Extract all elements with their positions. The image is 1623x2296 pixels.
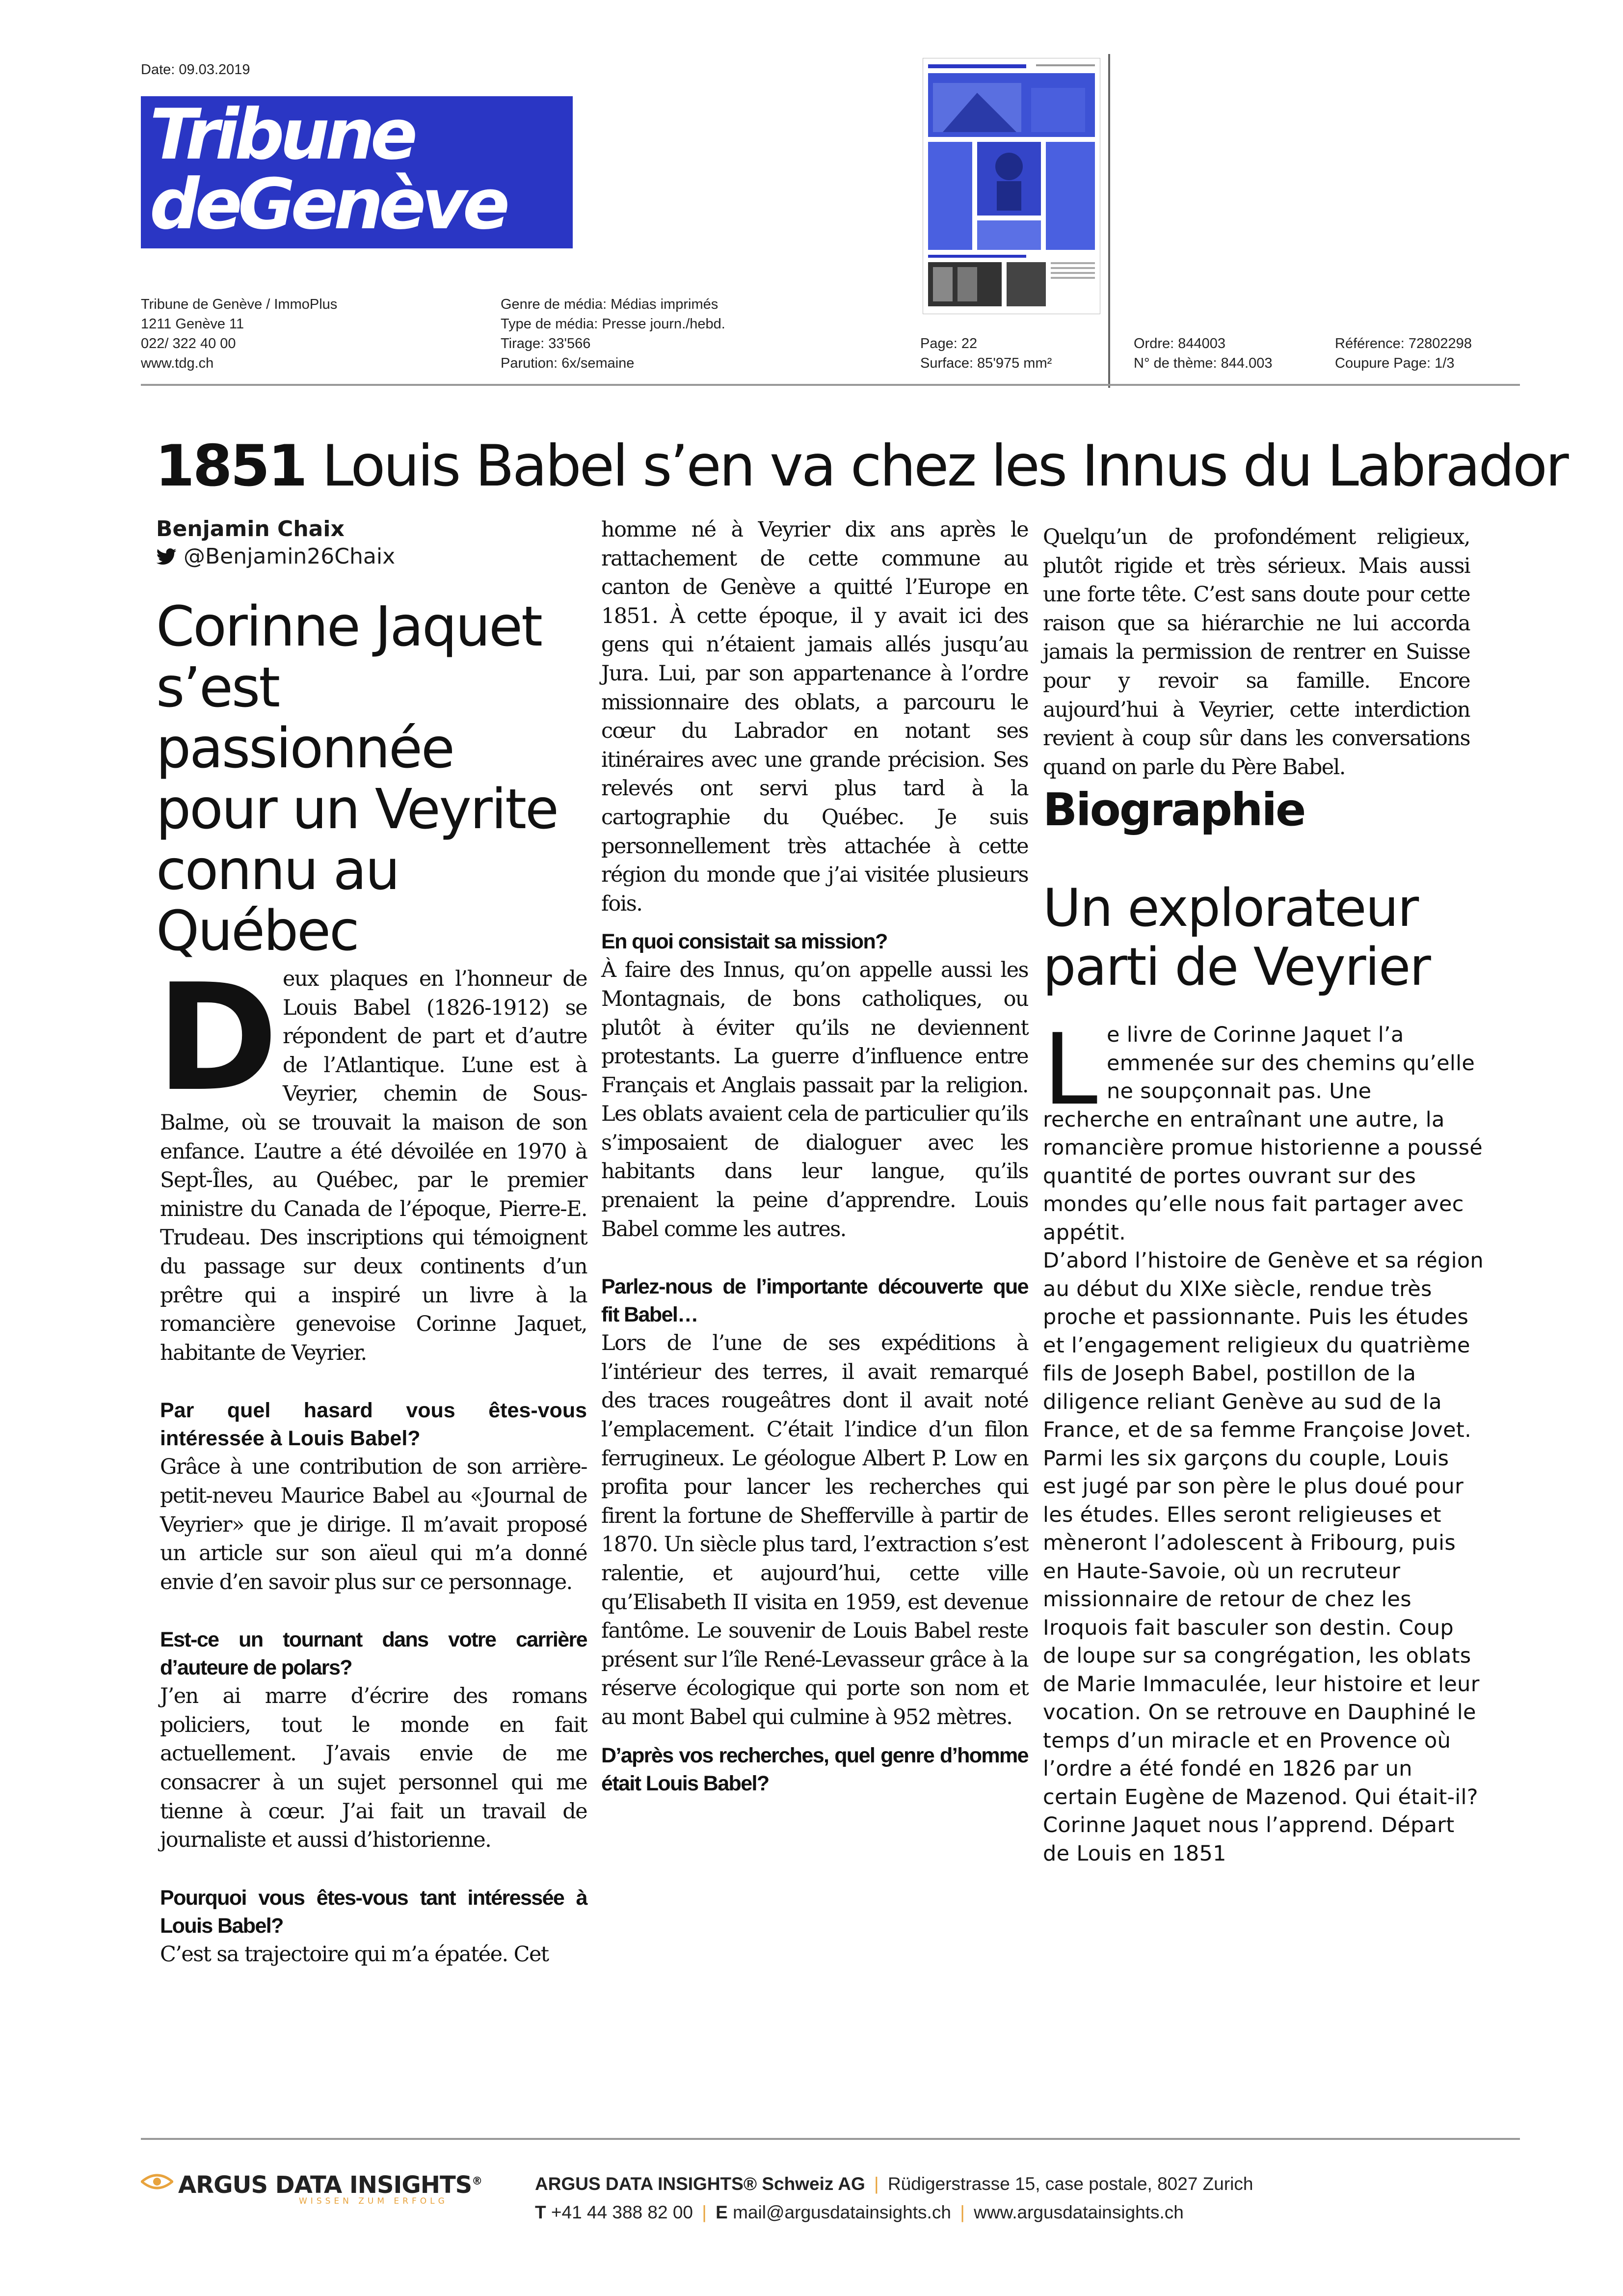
page-thumbnail-image: [923, 58, 1100, 314]
sidebar-paragraph-3: Parmi les six garçons du couple, Louis est jugé par son père le plus doué pour les études. Elles seront religieuses et mèneront l’adolescent à Fribourg, puis en Haute-Savoie, où un recruteur missionnaire de retour de chez les Iroquois fait basculer son destin. Coup de loupe sur sa congrégation, les oblats de Marie Immaculée, leur histoire et leur vocation. On se retrouve en Dauphiné le temps d’un miracle et en Provence où l’ordre a été fondé en 1826 par un certain Eugène de Mazenod. Qui était-il? Corinne Jaquet nous l’apprend. Départ de Louis en 1851: [1043, 1446, 1480, 1866]
article-column-2: [601, 515, 1028, 1798]
drop-cap-spacer: [160, 965, 283, 1107]
clip-date: Date: 09.03.2019: [141, 62, 250, 78]
footer-website[interactable]: www.argusdatainsights.ch: [974, 2202, 1184, 2222]
footer-line-2: [535, 2198, 1253, 2227]
twitter-handle: @Benjamin26Chaix: [184, 544, 396, 569]
footer-sep-3: |: [960, 2202, 965, 2222]
argus-brand-sup: ®: [472, 2175, 482, 2188]
twitter-bird-icon: [156, 548, 177, 565]
logo-line-2: deGenève: [150, 164, 506, 245]
question-5: Parlez-nous de l’importante découverte que fit Babel…: [601, 1275, 1028, 1327]
drop-cap-l: L: [1043, 1013, 1098, 1127]
logo-line-1: Tribune: [150, 94, 414, 175]
phone-label: T: [535, 2202, 546, 2222]
argus-brand: ARGUS DATA INSIGHTS: [178, 2171, 472, 2199]
page-surface: Surface: 85'975 mm²: [920, 355, 1052, 371]
drop-cap-d: D: [156, 952, 279, 1124]
answer-3-continued: homme né à Veyrier dix ans après le rattachement de cette commune au canton de Genève a quitté l’Europe en 1851. À cette époque, il y avait ici des gens qui n’étaient jamais allés jusqu’au Jura. Lui, par son appartenance à l’ordre missionnaire des oblats, a parcouru le cœur du Labrador en notant ses itinéraires avec une grande précision. Ses relevés ont servi plus tard à la cartographie du Québec. Je suis personnellement très attachée à cette région du monde que j’ai visitée plusieurs fois.: [601, 517, 1028, 916]
order-info: [1134, 334, 1272, 373]
page-info: [920, 334, 1052, 373]
headline-title: Louis Babel s’en va chez les Innus du Labrador: [321, 433, 1567, 499]
question-3: Pourquoi vous êtes-vous tant intéressée à Louis Babel?: [160, 1886, 587, 1938]
sidebar-kicker: Biographie: [1043, 783, 1305, 836]
author-name: Benjamin Chaix: [156, 516, 345, 541]
sidebar-body: [1043, 1013, 1485, 1868]
question-6: D’après vos recherches, quel genre d’homme était Louis Babel?: [601, 1743, 1028, 1795]
byline: [156, 515, 395, 570]
question-2: Est-ce un tournant dans votre carrière d’auteure de polars?: [160, 1628, 587, 1680]
argus-logo: [141, 2169, 484, 2218]
answer-1: Grâce à une contribution de son arrière-petit-neveu Maurice Babel au «Journal de Veyrier» que je dirige. Il m’avait proposé un article sur son aïeul qui m’a donné envie d’en savoir plus sur ce personnage.: [160, 1455, 587, 1594]
media-info: [501, 295, 725, 373]
twitter-handle-row: [156, 543, 395, 570]
footer-company: ARGUS DATA INSIGHTS® Schweiz AG: [535, 2174, 865, 2194]
article-column-1: [160, 965, 587, 1969]
sidebar-paragraph-2: D’abord l’histoire de Genève et sa région au début du XIXe siècle, rendue très proche et passionnante. Puis les études et l’engagement religieux du quatrième fils de Joseph Babel, postillon de la diligence reliant Genève au sud de la France, et de sa femme Françoise Jovet.: [1043, 1248, 1484, 1442]
header-vertical-divider: [1108, 54, 1110, 388]
media-type: Type de média: Presse journ./hebd.: [501, 316, 725, 332]
drop-cap-spacer-2: [1043, 1021, 1107, 1105]
answer-5: Lors de l’une de ses expéditions à l’intérieur des terres, il avait remarqué des traces rougeâtres dont il avait noté l’emplacement. C’était l’indice d’un filon ferrugineux. Le géologue Albert P. Low en profita pour lancer les recherches qui firent la fortune de Shefferville à partir de 1870. Un siècle plus tard, l’extraction s’est ralentie, et aujourd’hui, cette ville qu’Elisabeth II visita en 1959, est devenue fantôme. Le souvenir de Louis Babel reste présent sur l’île René-Levasseur grâce à la réserve écologique qui porte son nom et au mont Babel qui culmine à 952 mètres.: [601, 1331, 1028, 1729]
clipping-page: Coupure Page: 1/3: [1335, 355, 1455, 371]
answer-2: J’en ai marre d’écrire des romans policiers, tout le monde en fait actuellement. J’avais envie de me consacrer à un sujet personnel qui me tienne à cœur. J’ai fait un travail de journaliste et aussi d’historienne.: [160, 1684, 587, 1853]
publisher-city: 1211 Genève 11: [141, 316, 244, 332]
argus-eye-icon: [141, 2172, 173, 2191]
reference-number: Référence: 72802298: [1335, 336, 1472, 351]
publisher-info: [141, 295, 337, 373]
headline-year: 1851: [155, 433, 306, 499]
article-column-3: [1043, 523, 1470, 782]
footer-phone: +41 44 388 82 00: [551, 2202, 693, 2222]
footer-sep-1: |: [874, 2174, 879, 2194]
order-number: Ordre: 844003: [1134, 336, 1226, 351]
media-frequency: Parution: 6x/semaine: [501, 355, 635, 371]
question-4: En quoi consistait sa mission?: [601, 930, 887, 954]
sidebar-title: Un explorateur parti de Veyrier: [1043, 878, 1430, 997]
publisher-phone: 022/ 322 40 00: [141, 336, 236, 351]
reference-info: [1335, 334, 1472, 373]
answer-3-start: C’est sa trajectoire qui m’a épatée. Cet: [160, 1942, 549, 1967]
sidebar-paragraph-1: e livre de Corinne Jaquet l’a emmenée sur des chemins qu’elle ne soupçonnait pas. Une recherche en entraînant une autre, la romancière promue historienne a poussé quantité de portes ouvrant sur des mondes qu’elle nous fait partager avec appétit.: [1043, 1023, 1483, 1245]
footer-divider: [141, 2138, 1520, 2140]
answer-4: À faire des Innus, qu’on appelle aussi les Montagnais, de bons catholiques, ou plutôt à éviter qu’ils ne deviennent protestants. La guerre d’influence entre Français et Anglais passait par la religion. Les oblats avaient cela de particulier qu’ils s’imposaient de dialoguer avec les habitants dans leur langue, qu’ils prenaient la peine d’apprendre. Louis Babel comme les autres.: [601, 958, 1028, 1242]
newspaper-logo: [141, 96, 573, 248]
theme-number: N° de thème: 844.003: [1134, 355, 1273, 371]
email-label: E: [716, 2202, 728, 2222]
page-thumbnail: [923, 58, 1100, 314]
footer-line-1: [535, 2170, 1253, 2198]
header-divider: [141, 384, 1520, 386]
footer-sep-2: |: [702, 2202, 707, 2222]
article-lead: Corinne Jaquet s’est passionnée pour un Veyrite connu au Québec: [156, 595, 558, 963]
article-intro: eux plaques en l’honneur de Louis Babel (1826-1912) se répondent de part et d’autre de l’Atlantique. L’une est à Veyrier, chemin de Sous-Balme, où se trouvait la maison de son enfance. L’autre a été dévoilée en 1970 à Sept-Îles, au Québec, par le premier ministre du Canada de l’époque, Pierre-E. Trudeau. Des inscriptions qui témoignent du passage sur deux continents d’un prêtre qui a inspiré un livre à la romancière genevoise Corinne Jaquet, habitante de Veyrier.: [160, 967, 587, 1365]
footer-contact: [535, 2170, 1253, 2227]
article-headline: [155, 432, 1567, 501]
footer-email[interactable]: mail@argusdatainsights.ch: [733, 2202, 951, 2222]
publisher-name: Tribune de Genève / ImmoPlus: [141, 297, 338, 312]
argus-tagline: WISSEN ZUM ERFOLG: [299, 2196, 448, 2206]
answer-6: Quelqu’un de profondément religieux, plutôt rigide et très sérieux. Mais aussi une forte tête. C’est sans doute pour cette raison que sa hiérarchie ne lui accorda jamais la permission de rentrer en Suisse pour y revoir sa famille. Encore aujourd’hui à Veyrier, cette interdiction revient à coup sûr dans les conversations quand on parle du Père Babel.: [1043, 525, 1470, 780]
publisher-web: www.tdg.ch: [141, 355, 214, 371]
question-1: Par quel hasard vous êtes-vous intéressée à Louis Babel?: [160, 1399, 587, 1451]
page-number: Page: 22: [920, 336, 978, 351]
media-circulation: Tirage: 33'566: [501, 336, 591, 351]
footer-address: Rüdigerstrasse 15, case postale, 8027 Zurich: [887, 2174, 1253, 2194]
media-genre: Genre de média: Médias imprimés: [501, 297, 718, 312]
